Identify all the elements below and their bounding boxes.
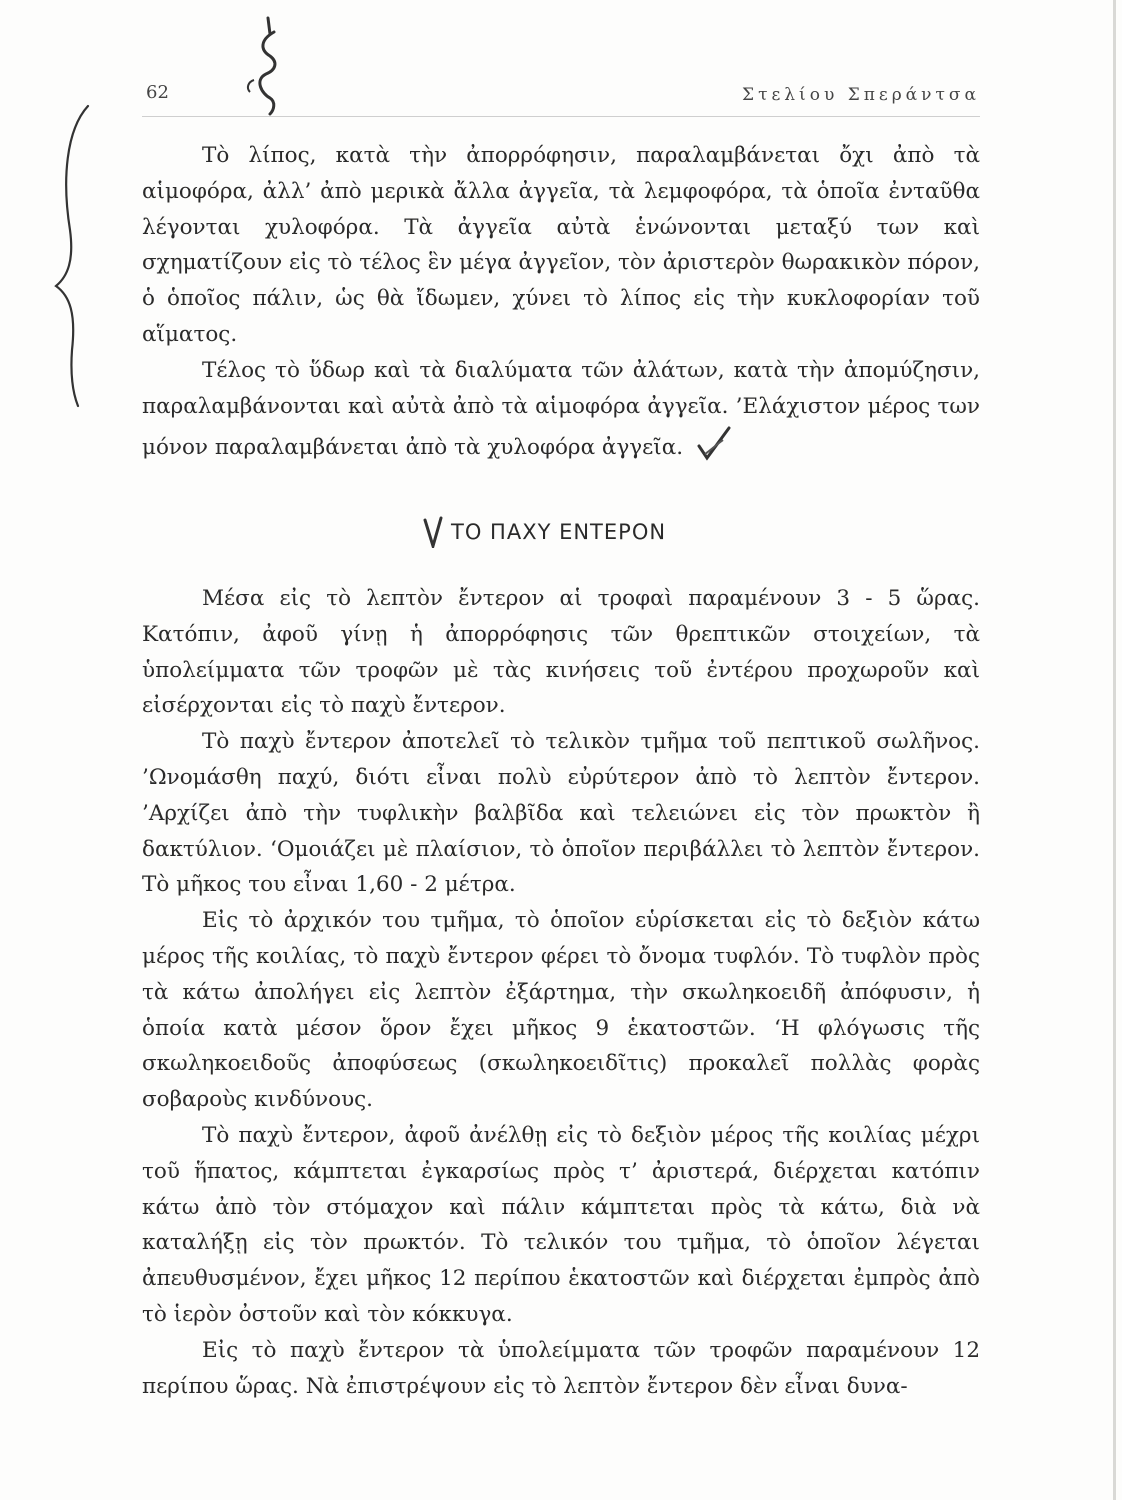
handwritten-margin-bracket-icon (48, 100, 103, 410)
paragraph: Τὸ λίπος, κατὰ τὴν ἀπορρόφησιν, παραλαμβάνεται ὄχι ἀπὸ τὰ αἱμοφόρα, ἀλλ’ ἀπὸ μερικὰ ἄλλα ἀγγεῖα, τὰ λεμφοφόρα, τὰ ὁποῖα ἐνταῦθα λέγονται χυλοφόρα. Τὰ ἀγγεῖα αὐτὰ ἑνώνονται μεταξύ των καὶ σχηματίζουν εἰς τὸ τέλος ἓν μέγα ἀγγεῖον, τὸν ἀριστερὸν θωρακικὸν πόρον, ὁ ὁποῖος πάλιν, ὡς θὰ ἴδωμεν, χύνει τὸ λίπος εἰς τὴν κυκλοφορίαν τοῦ αἵματος. (142, 143, 980, 347)
paragraph: Εἰς τὸ ἀρχικόν του τμῆμα, τὸ ὁποῖον εὑρίσκεται εἰς τὸ δεξιὸν κάτω μέρος τῆς κοιλίας, τὸ παχὺ ἔντερον φέρει τὸ ὄνομα τυφλόν. Τὸ τυφλὸν πρὸς τὰ κάτω ἀπολήγει εἰς λεπτὸν ἐξάρτημα, τὴν σκωληκοειδῆ ἀπόφυσιν, ἡ ὁποία κατὰ μέσον ὅρον ἔχει μῆκος 9 ἑκατοστῶν. ‘Η φλόγωσις τῆς σκωληκοειδοῦς ἀποφύσεως (σκωληκοειδῖτις) προκαλεῖ πολλὰς φορὰς σοβαροὺς κινδύνους. (142, 908, 980, 1113)
paragraph: Εἰς τὸ παχὺ ἔντερον τὰ ὑπολείμματα τῶν τροφῶν παραμένουν 12 περίπου ὥρας. Νὰ ἐπιστρέψουν εἰς τὸ λεπτὸν ἔντερον δὲν εἶναι δυνα- (142, 1337, 980, 1399)
paragraph-text: Τέλος τὸ ὕδωρ καὶ τὰ διαλύματα τῶν ἀλάτων, κατὰ τὴν ἀπομύζησιν, παραλαμβάνονται καὶ αὐτὰ ἀπὸ τὰ αἱμοφόρα ἀγγεῖα. ’Ελάχιστον μέρος των μόνον παραλαμβάνεται ἀπὸ τὰ χυλοφόρα ἀγγεῖα. (142, 357, 980, 461)
section-lipos (142, 138, 980, 466)
handwritten-check-mark-icon (423, 516, 443, 548)
paragraph (142, 353, 980, 466)
handwritten-checkmark-icon (695, 424, 733, 464)
paragraph: Τὸ παχὺ ἔντερον, ἀφοῦ ἀνέλθῃ εἰς τὸ δεξιὸν μέρος τῆς κοιλίας μέχρι τοῦ ἥπατος, κάμπτεται ἐγκαρσίως πρὸς τ’ ἀριστερά, διέρχεται κατόπιν κάτω ἀπὸ τὸν στόμαχον καὶ πάλιν κάμπτεται πρὸς τὰ κάτω, διὰ νὰ καταλήξῃ εἰς τὸν πρωκτόν. Τὸ τελικόν του τμῆμα, τὸ ὁποῖον λέγεται ἀπευθυσμένον, ἔχει μῆκος 12 περίπου ἑκατοστῶν καὶ διέρχεται ἐμπρὸς ἀπὸ τὸ ἱερὸν ὀστοῦν καὶ τὸν κόκκυγα. (142, 1122, 980, 1327)
running-title: Στελίου Σπεράντσα (742, 85, 980, 105)
paragraph: Μέσα εἰς τὸ λεπτὸν ἔντερον αἱ τροφαὶ παραμένουν 3 - 5 ὥρας. Κατόπιν, ἀφοῦ γίνῃ ἡ ἀπορρόφησις τῶν θρεπτικῶν στοιχείων, τὰ ὑπολείμματα τῶν τροφῶν μὲ τὰς κινήσεις τοῦ ἐντέρου προχωροῦν καὶ εἰσέρχονται εἰς τὸ παχὺ ἔντερον. (142, 586, 980, 719)
paragraph: Τὸ παχὺ ἔντερον ἀποτελεῖ τὸ τελικὸν τμῆμα τοῦ πεπτικοῦ σωλῆνος. ’Ωνομάσθη παχύ, διότι εἶναι πολὺ εὐρύτερον ἀπὸ τὸ λεπτὸν ἔντερον. ’Αρχίζει ἀπὸ τὴν τυφλικὴν βαλβῖδα καὶ τελειώνει εἰς τὸν πρωκτὸν ἢ δακτύλιον. ‘Ομοιάζει μὲ πλαίσιον, τὸ ὁποῖον περιβάλλει τὸ λεπτὸν ἔντερον. Τὸ μῆκος του εἶναι 1,60 - 2 μέτρα. (142, 729, 980, 898)
section-heading (423, 512, 666, 552)
page-edge (1113, 0, 1116, 1500)
section-title: ΤΟ ΠΑΧΥ ΕΝΤΕΡΟΝ (451, 520, 667, 544)
page-number: 62 (146, 82, 169, 103)
handwritten-curl-mark-icon (240, 10, 290, 125)
section-pachy-enteron (142, 581, 980, 1404)
